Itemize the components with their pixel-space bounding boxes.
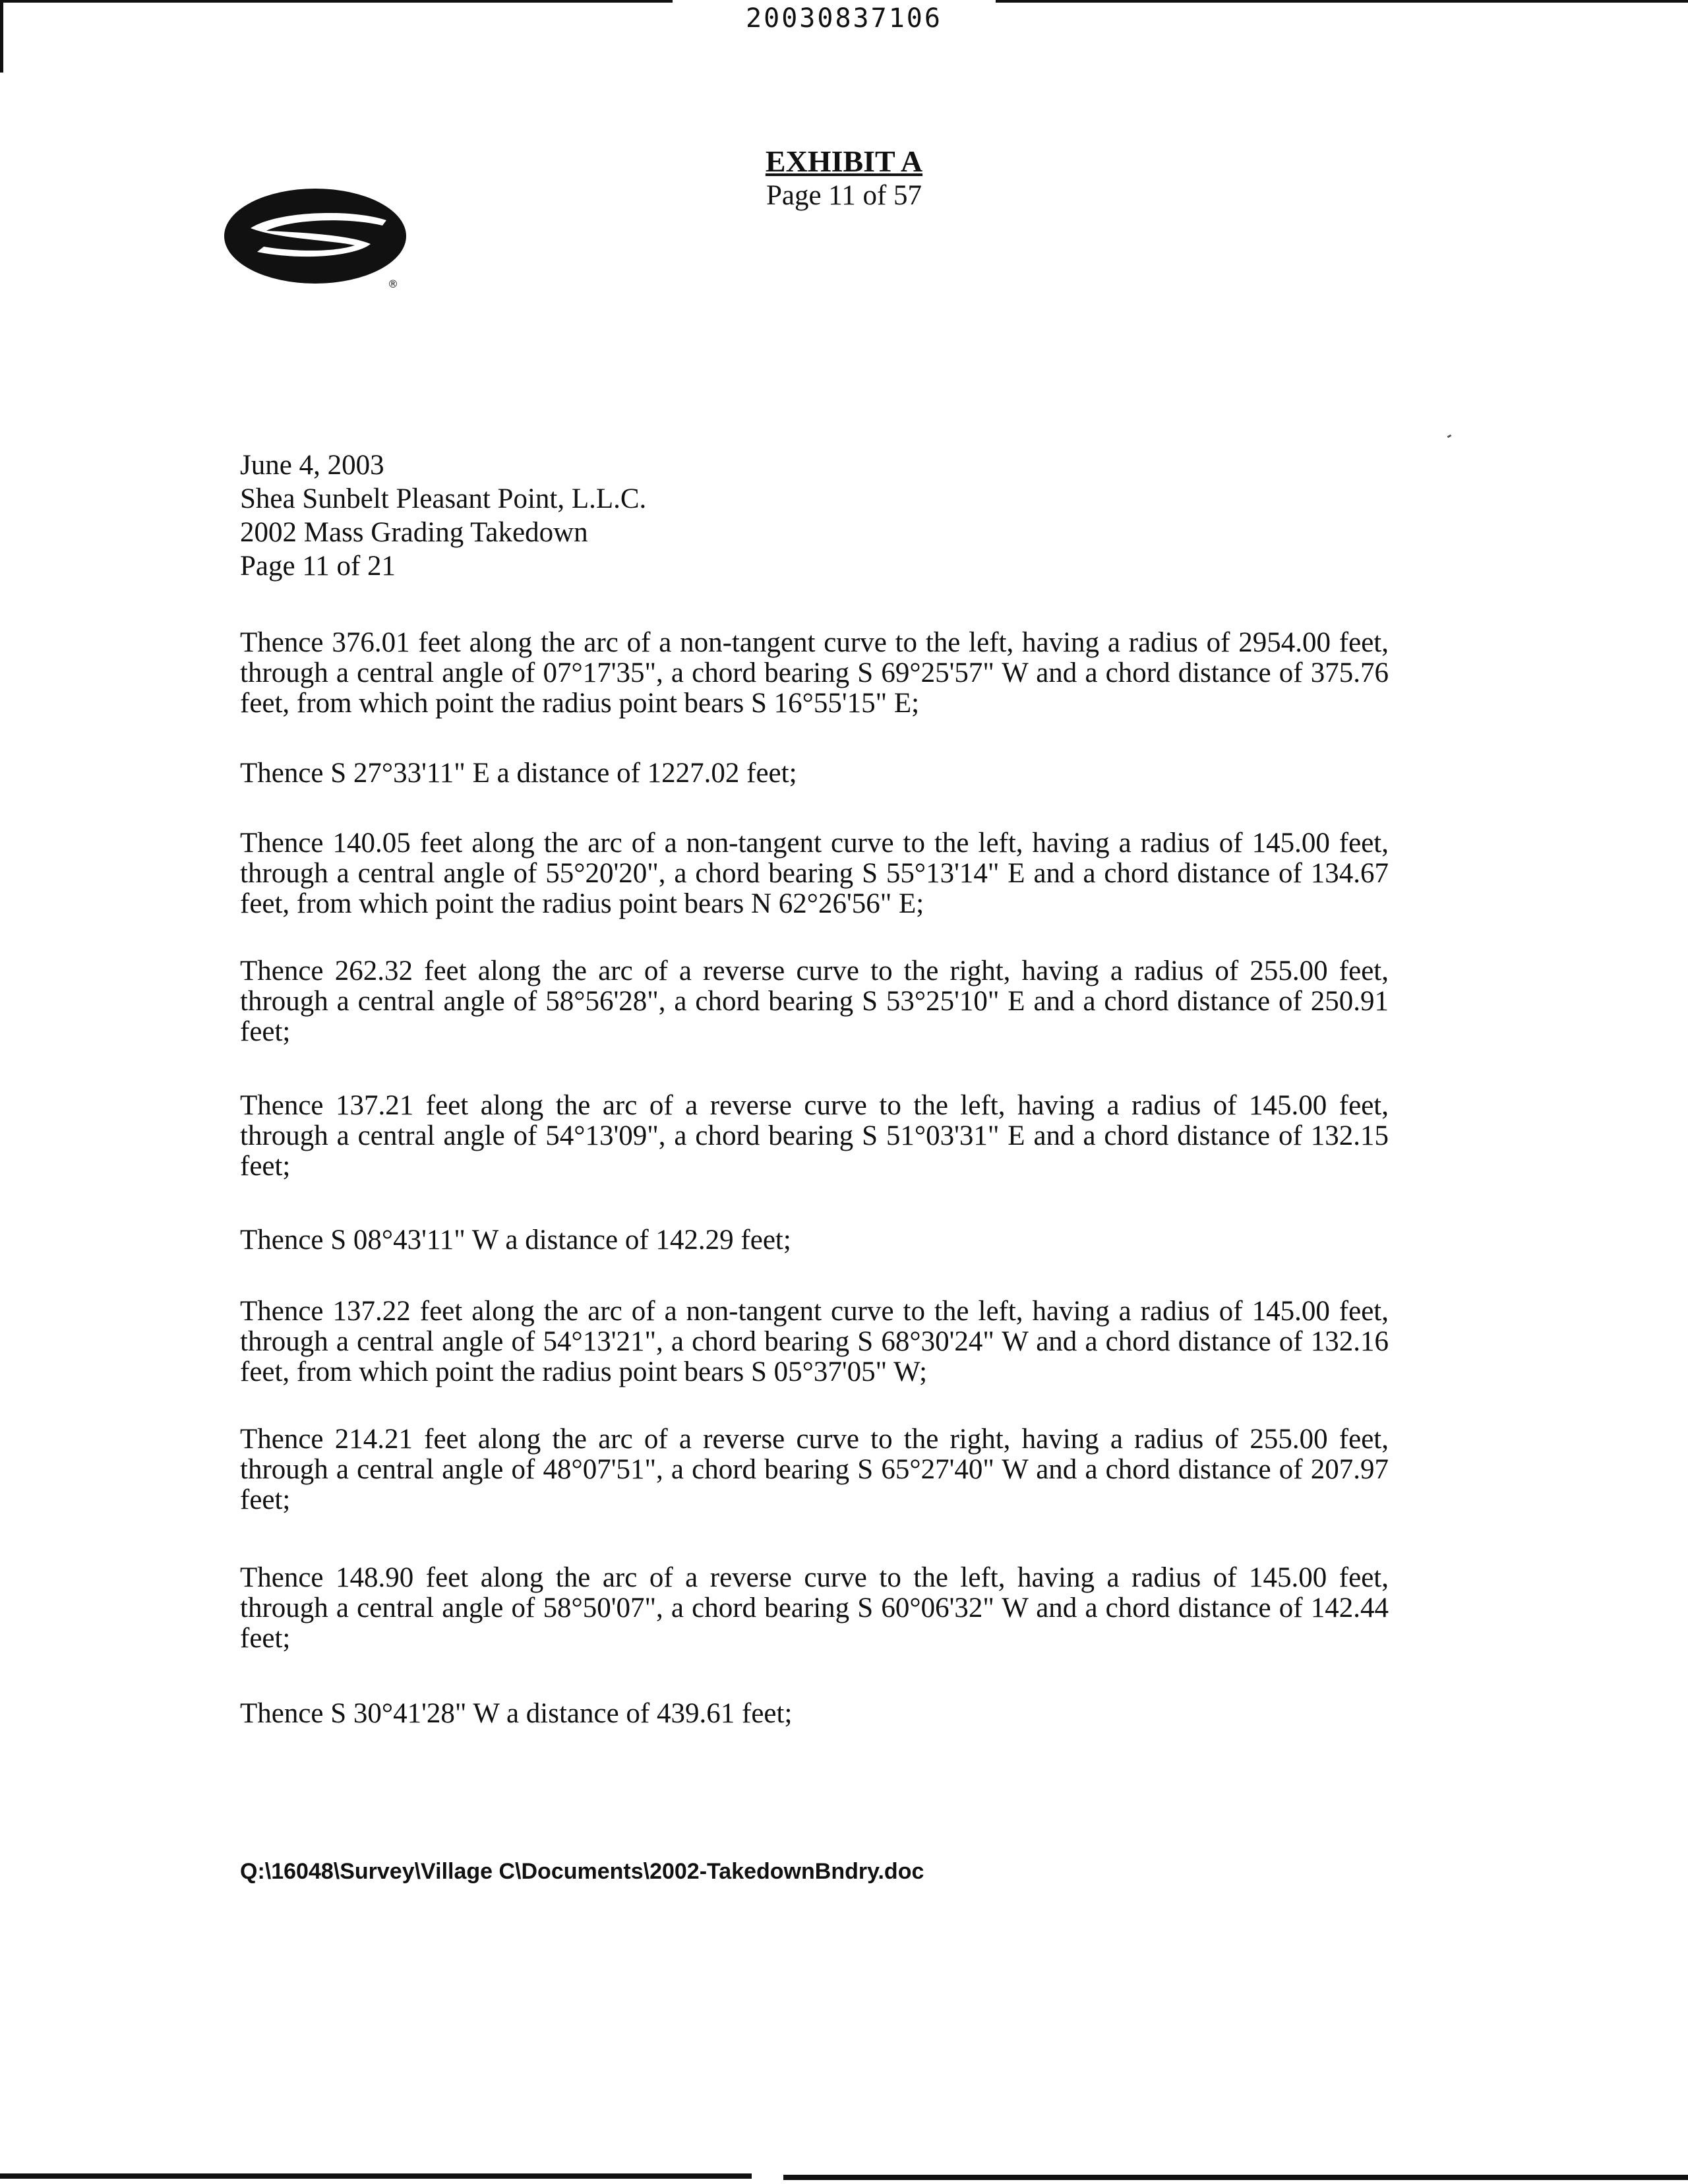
legal-description-paragraph: Thence 214.21 feet along the arc of a reverse curve to the right, having a radius of 255.00 feet, through a central angle of 48°07'51", a chord bearing S 65°27'40" W and a chord distance of 207.97 feet;	[240, 1424, 1389, 1515]
legal-description-paragraph: Thence S 08°43'11" W a distance of 142.29 feet;	[240, 1225, 791, 1256]
letter-header	[240, 448, 1427, 583]
header-company: Shea Sunbelt Pleasant Point, L.L.C.	[240, 483, 647, 514]
company-logo-icon	[224, 182, 415, 294]
header-page: Page 11 of 21	[240, 551, 396, 582]
scan-speck	[1447, 435, 1452, 439]
scan-border-bottom	[0, 2173, 752, 2179]
scan-border-top-right	[996, 0, 1688, 3]
legal-description-paragraph: Thence 148.90 feet along the arc of a reverse curve to the left, having a radius of 145.00 feet, through a central angle of 58°50'07", a chord bearing S 60°06'32" W and a chord distance of 142.44 feet;	[240, 1562, 1389, 1654]
exhibit-page-number: Page 11 of 57	[766, 180, 922, 211]
legal-description-paragraph: Thence 137.21 feet along the arc of a reverse curve to the left, having a radius of 145.00 feet, through a central angle of 54°13'09", a chord bearing S 51°03'31" E and a chord distance of 132.15 feet;	[240, 1090, 1389, 1182]
scan-border-bottom-right	[783, 2175, 1688, 2180]
legal-description-paragraph: Thence 140.05 feet along the arc of a non-tangent curve to the left, having a radius of 145.00 feet, through a central angle of 55°20'20", a chord bearing S 55°13'14" E and a chord distance of 134.67 feet, from which point the radius point bears N 62°26'56" E;	[240, 828, 1389, 919]
scan-border-left	[0, 0, 3, 73]
scan-border-top-left	[0, 0, 673, 3]
legal-description-paragraph: Thence S 30°41'28" W a distance of 439.61 feet;	[240, 1698, 793, 1729]
legal-description-paragraph: Thence 262.32 feet along the arc of a reverse curve to the right, having a radius of 255.00 feet, through a central angle of 58°56'28", a chord bearing S 53°25'10" E and a chord distance of 250.91 feet;	[240, 956, 1389, 1047]
registered-mark: ®	[388, 278, 398, 290]
legal-description-paragraph: Thence 137.22 feet along the arc of a non-tangent curve to the left, having a radius of 145.00 feet, through a central angle of 54°13'21", a chord bearing S 68°30'24" W and a chord distance of 132.16 feet, from which point the radius point bears S 05°37'05" W;	[240, 1296, 1389, 1387]
footer-file-path: Q:\16048\Survey\Village C\Documents\2002-TakedownBndry.doc	[240, 1859, 924, 1884]
legal-description-paragraph: Thence S 27°33'11" E a distance of 1227.02 feet;	[240, 758, 797, 789]
document-number: 20030837106	[746, 3, 942, 34]
legal-description-paragraph: Thence 376.01 feet along the arc of a non-tangent curve to the left, having a radius of 2954.00 feet, through a central angle of 07°17'35", a chord bearing S 69°25'57" W and a chord distance of 375.76 feet, from which point the radius point bears S 16°55'15" E;	[240, 627, 1389, 719]
header-date: June 4, 2003	[240, 450, 384, 481]
header-project: 2002 Mass Grading Takedown	[240, 517, 588, 548]
exhibit-title: EXHIBIT A	[765, 144, 923, 178]
